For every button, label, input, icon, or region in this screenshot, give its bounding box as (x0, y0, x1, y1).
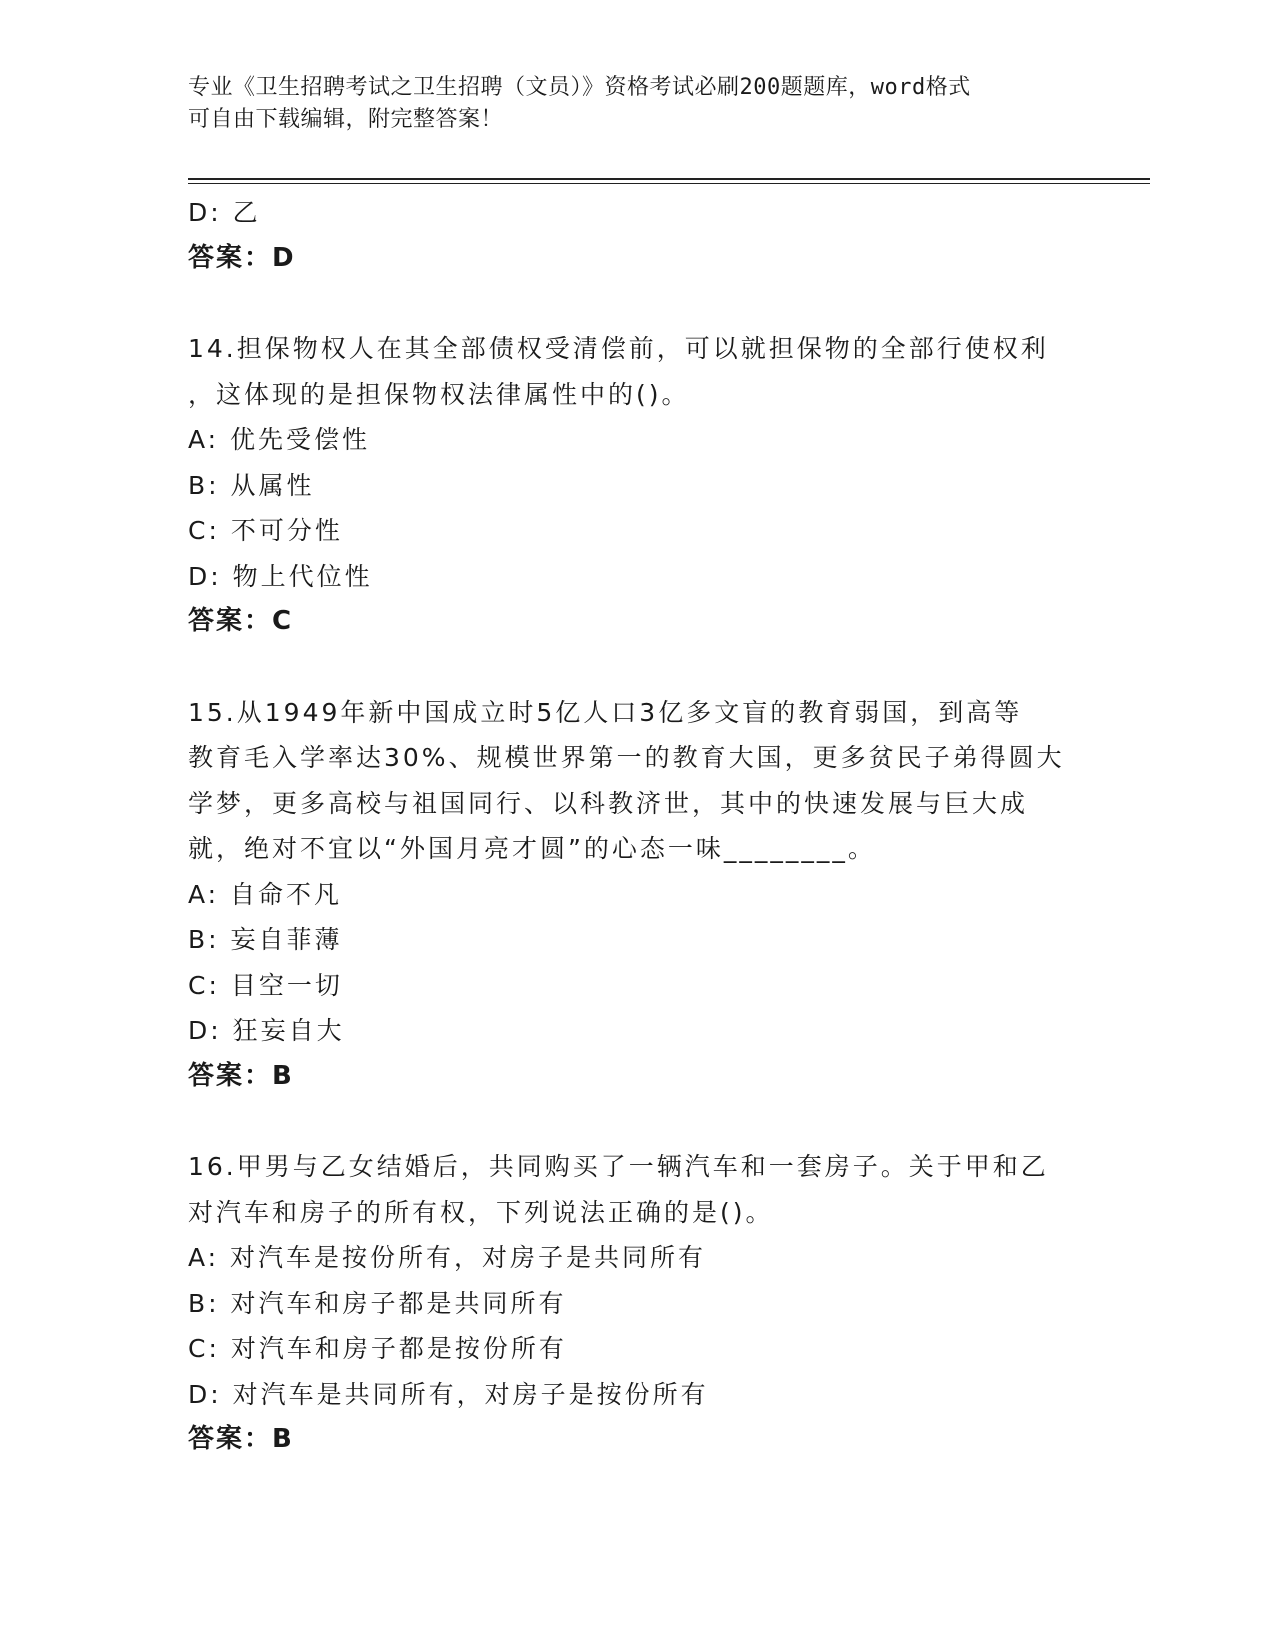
spacer (188, 1099, 1088, 1144)
option-a: A: 对汽车是按份所有，对房子是共同所有 (188, 1243, 707, 1272)
question-text-line: 就，绝对不宜以“外国月亮才圆”的心态一味________。 (188, 834, 876, 863)
question-text-line: 16.甲男与乙女结婚后，共同购买了一辆汽车和一套房子。关于甲和乙 (188, 1152, 1049, 1181)
question-text-line: 学梦，更多高校与祖国同行、以科教济世，其中的快速发展与巨大成 (188, 788, 1029, 818)
spacer (188, 645, 1088, 690)
answer: 答案：C (188, 606, 294, 636)
question-text-line: 14.担保物权人在其全部债权受清偿前，可以就担保物的全部行使权利 (188, 334, 1049, 363)
prev-answer: 答案：D (188, 242, 296, 273)
option-a: A: 优先受偿性 (188, 425, 371, 454)
document-header (188, 72, 1068, 136)
question-14 (188, 326, 1088, 645)
header-line-1: 专业《卫生招聘考试之卫生招聘（文员）》资格考试必刷200题题库，word格式 (188, 75, 971, 100)
option-b: B: 从属性 (188, 470, 315, 500)
question-text-line: 对汽车和房子的所有权，下列说法正确的是()。 (188, 1197, 774, 1227)
answer: 答案：B (188, 1060, 294, 1091)
prev-option-d: D: 乙 (188, 198, 261, 227)
question-list (188, 190, 1088, 1463)
header-rule-thin (188, 183, 1150, 184)
option-d: D: 狂妄自大 (188, 1016, 345, 1045)
answer: 答案：B (188, 1424, 294, 1454)
question-text-line: 15.从1949年新中国成立时5亿人口3亿多文盲的教育弱国，到高等 (188, 697, 1023, 727)
option-c: C: 对汽车和房子都是按份所有 (188, 1334, 567, 1363)
option-c: C: 不可分性 (188, 516, 343, 545)
header-line-2: 可自由下载编辑，附完整答案！ (188, 107, 504, 132)
option-c: C: 目空一切 (188, 970, 343, 1000)
option-d: D: 对汽车是共同所有，对房子是按份所有 (188, 1379, 709, 1409)
option-a: A: 自命不凡 (188, 879, 343, 909)
option-b: B: 对汽车和房子都是共同所有 (188, 1288, 567, 1318)
option-d: D: 物上代位性 (188, 561, 373, 591)
option-b: B: 妄自菲薄 (188, 925, 343, 954)
spacer (188, 281, 1088, 326)
question-15 (188, 690, 1088, 1100)
question-text-line: ，这体现的是担保物权法律属性中的()。 (188, 379, 690, 409)
question-text-line: 教育毛入学率达30%、规模世界第一的教育大国，更多贫民子弟得圆大 (188, 743, 1065, 772)
question-16 (188, 1144, 1088, 1463)
header-rule-thick (188, 178, 1150, 180)
